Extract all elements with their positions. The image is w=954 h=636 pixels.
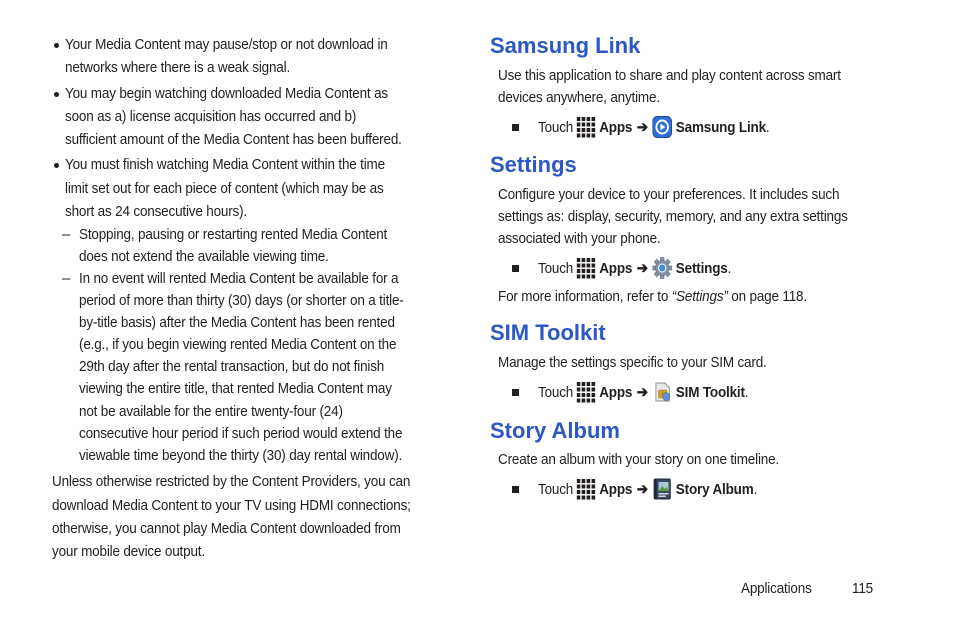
square-bullet bbox=[512, 486, 519, 493]
section-desc: Configure your device to your preferences. It includes such bbox=[498, 186, 840, 203]
square-bullet bbox=[512, 265, 519, 272]
touch-instruction bbox=[538, 116, 769, 138]
story-album-icon bbox=[652, 478, 672, 500]
subitem-text: period of more than thirty (30) days (or shorter on a title- bbox=[79, 292, 404, 309]
period: . bbox=[727, 259, 732, 277]
section-heading: Story Album bbox=[490, 418, 620, 443]
bullet-text: networks where there is a weak signal. bbox=[65, 59, 291, 76]
apps-label: Apps bbox=[599, 383, 633, 401]
subitem-text: not be available for the entire twenty-four (24) bbox=[79, 403, 343, 420]
subitem-text: does not extend the available viewing time. bbox=[79, 248, 329, 265]
period: . bbox=[744, 383, 749, 401]
touch-instruction bbox=[538, 478, 757, 500]
more-info-suffix: on page 118. bbox=[727, 288, 807, 305]
arrow-icon: ➔ bbox=[636, 481, 648, 498]
section-heading: Settings bbox=[490, 152, 577, 177]
sim-card-icon bbox=[652, 381, 672, 403]
bullet-text: You must finish watching Media Content within the time bbox=[65, 156, 385, 173]
dash-marker: – bbox=[62, 226, 71, 243]
arrow-icon: ➔ bbox=[636, 260, 648, 277]
app-name: Settings bbox=[675, 259, 728, 277]
touch-instruction bbox=[538, 381, 748, 403]
apps-grid-icon bbox=[577, 258, 596, 279]
page-number: 115 bbox=[852, 580, 873, 597]
section-desc: Create an album with your story on one timeline. bbox=[498, 451, 780, 468]
settings-reference-link[interactable]: “Settings” bbox=[671, 288, 728, 305]
subitem-text: (e.g., if you begin viewing rented Media Content on the bbox=[79, 336, 397, 353]
more-info-prefix: For more information, refer to bbox=[498, 288, 672, 305]
footer-section-name: Applications bbox=[741, 580, 812, 597]
app-name: Story Album bbox=[675, 480, 754, 498]
bullet-marker bbox=[54, 163, 59, 168]
subitem-text: In no event will rented Media Content be available for a bbox=[79, 270, 399, 287]
section-desc: devices anywhere, anytime. bbox=[498, 89, 660, 106]
bullet-text: limit set out for each piece of content (which may be as bbox=[65, 180, 384, 197]
bullet-text: You may begin watching downloaded Media Content as bbox=[65, 85, 388, 102]
apps-label: Apps bbox=[599, 480, 633, 498]
dash-marker: – bbox=[62, 270, 71, 287]
period: . bbox=[765, 118, 770, 136]
square-bullet bbox=[512, 124, 519, 131]
apps-grid-icon bbox=[577, 382, 596, 403]
bullet-text: short as 24 consecutive hours). bbox=[65, 203, 248, 220]
subitem-text: consecutive hour period if such period would extend the bbox=[79, 425, 403, 442]
closing-paragraph: download Media Content to your TV using HDMI connections; bbox=[52, 497, 411, 514]
touch-word: Touch bbox=[538, 480, 574, 498]
apps-label: Apps bbox=[599, 259, 633, 277]
subitem-text: 29th day after the rental transaction, but do not finish bbox=[79, 358, 385, 375]
apps-label: Apps bbox=[599, 118, 633, 136]
subitem-text: viewable time beyond the thirty (30) day rental window). bbox=[79, 447, 403, 464]
touch-word: Touch bbox=[538, 259, 574, 277]
subitem-text: Stopping, pausing or restarting rented Media Content bbox=[79, 226, 388, 243]
bullet-marker bbox=[54, 92, 59, 97]
arrow-icon: ➔ bbox=[636, 384, 648, 401]
touch-instruction bbox=[538, 257, 731, 279]
apps-grid-icon bbox=[577, 479, 596, 500]
bullet-text: sufficient amount of the Media Content has been buffered. bbox=[65, 131, 402, 148]
closing-paragraph: Unless otherwise restricted by the Content Providers, you can bbox=[52, 473, 411, 490]
subitem-text: viewing the entire title, that rented Media Content may bbox=[79, 380, 392, 397]
period: . bbox=[753, 480, 758, 498]
section-heading: SIM Toolkit bbox=[490, 320, 606, 345]
bullet-marker bbox=[54, 43, 59, 48]
subitem-text: by-title basis) after the Media Content has been rented bbox=[79, 314, 395, 331]
more-info bbox=[498, 288, 807, 305]
apps-grid-icon bbox=[577, 117, 596, 138]
section-desc: settings as: display, security, memory, and any extra settings bbox=[498, 208, 848, 225]
settings-gear-icon bbox=[652, 257, 672, 279]
touch-word: Touch bbox=[538, 383, 574, 401]
bullet-text: soon as a) license acquisition has occurred and b) bbox=[65, 108, 357, 125]
app-name: SIM Toolkit bbox=[675, 383, 745, 401]
section-desc: Use this application to share and play content across smart bbox=[498, 67, 841, 84]
section-desc: associated with your phone. bbox=[498, 230, 661, 247]
app-name: Samsung Link bbox=[675, 118, 766, 136]
closing-paragraph: your mobile device output. bbox=[52, 543, 205, 560]
closing-paragraph: otherwise, you cannot play Media Content downloaded from bbox=[52, 520, 401, 537]
square-bullet bbox=[512, 389, 519, 396]
section-desc: Manage the settings specific to your SIM card. bbox=[498, 354, 767, 371]
bullet-text: Your Media Content may pause/stop or not download in bbox=[65, 36, 388, 53]
section-heading: Samsung Link bbox=[490, 33, 641, 58]
touch-word: Touch bbox=[538, 118, 574, 136]
samsung-link-icon bbox=[652, 116, 672, 138]
arrow-icon: ➔ bbox=[636, 119, 648, 136]
